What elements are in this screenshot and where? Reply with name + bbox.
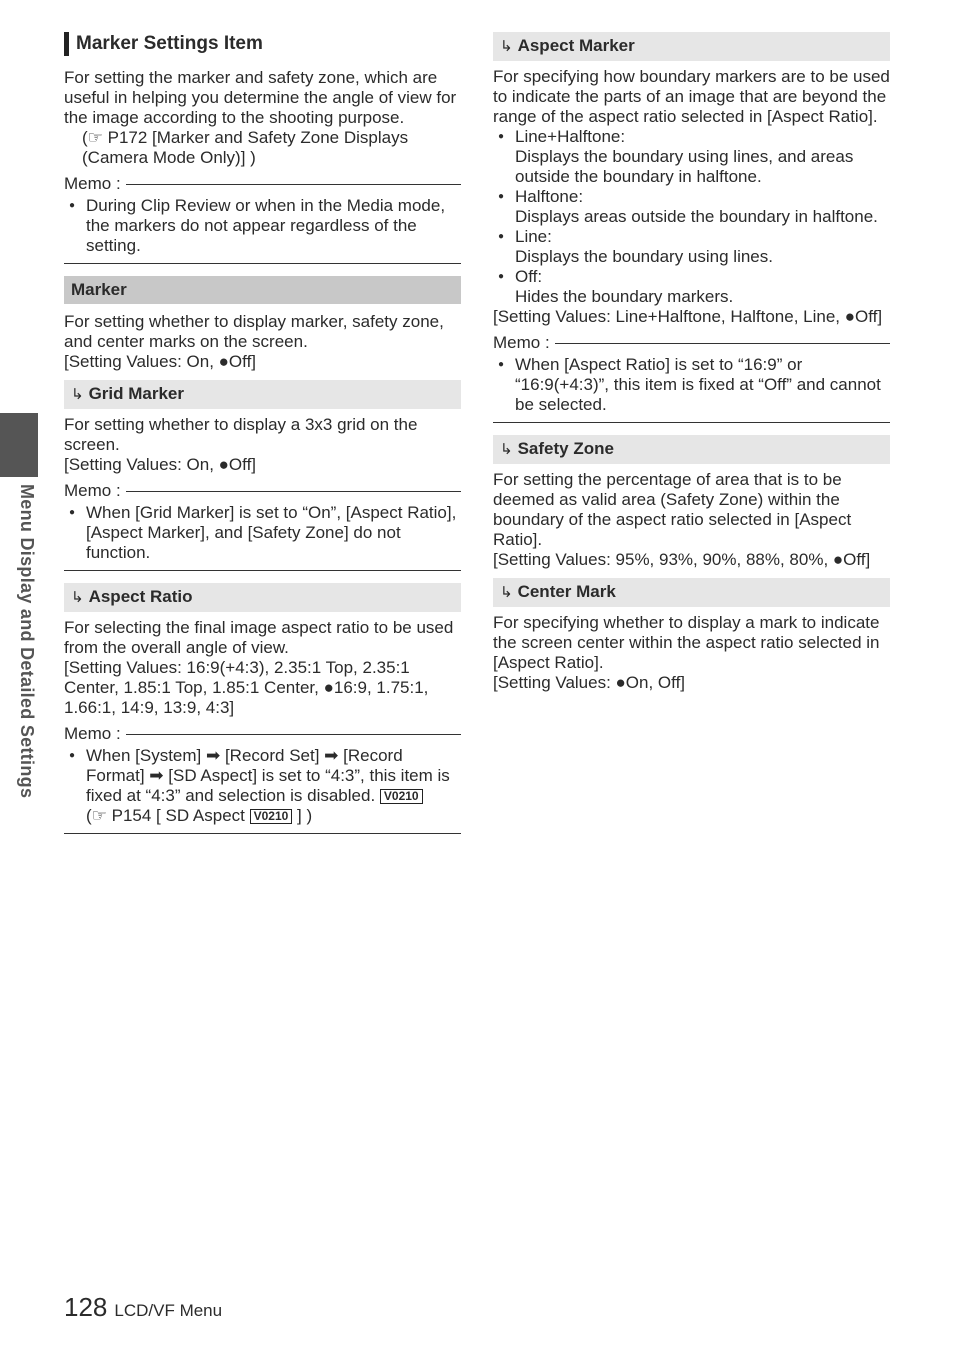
side-tab-label: Menu Display and Detailed Settings: [17, 484, 37, 799]
left-column: [64, 30, 461, 846]
option-label: Off:: [515, 267, 543, 286]
safety-zone-heading: [493, 435, 890, 464]
sub-item-arrow-icon: ↳: [500, 584, 513, 601]
memo-item: ● During Clip Review or when in the Media mode, the markers do not appear regardless of the setting.: [64, 196, 461, 256]
aspect-marker-title: Aspect Marker: [517, 36, 635, 55]
grid-marker-description: For setting whether to display a 3x3 grid on the screen.: [64, 415, 418, 454]
safety-zone-description: For setting the percentage of area that is to be deemed as valid area (Safety Zone) within the boundary of the aspect ratio selected in [Aspect Ratio].: [493, 470, 852, 549]
grid-marker-heading: [64, 380, 461, 409]
footer-section-title: LCD/VF Menu: [114, 1301, 223, 1320]
marker-values: [Setting Values: On, ●Off]: [64, 352, 257, 371]
aspect-ratio-heading: [64, 583, 461, 612]
memo-label: Memo :: [64, 481, 121, 500]
sub-item-arrow-icon: ↳: [71, 386, 84, 403]
memo-divider: [64, 570, 461, 571]
sub-item-arrow-icon: ↳: [500, 441, 513, 458]
memo-header: [493, 333, 890, 353]
page-number: 128: [64, 1292, 108, 1322]
memo-divider: [64, 833, 461, 834]
intro-reference: (☞ P172 [Marker and Safety Zone Displays (Camera Mode Only)] ): [82, 128, 409, 167]
safety-zone-title: Safety Zone: [517, 439, 614, 458]
memo-label: Memo :: [493, 333, 550, 352]
aspect-marker-heading: [493, 32, 890, 61]
grid-marker-values: [Setting Values: On, ●Off]: [64, 455, 257, 474]
memo-list: [64, 746, 461, 826]
aspect-marker-values: [Setting Values: Line+Halftone, Halftone, Line, ●Off]: [493, 307, 883, 326]
memo-rule: [126, 184, 461, 185]
option-label: Line+Halftone:: [515, 127, 626, 146]
grid-marker-title: Grid Marker: [88, 384, 185, 403]
option-desc: Hides the boundary markers.: [515, 287, 734, 306]
memo-item: ● When [Grid Marker] is set to “On”, [Aspect Ratio], [Aspect Marker], and [Safety Zone] do not function.: [64, 503, 461, 563]
page-footer: [64, 1292, 222, 1322]
memo-item: [64, 746, 461, 826]
aspect-ratio-description: For selecting the final image aspect ratio to be used from the overall angle of view.: [64, 618, 454, 657]
option-item: [493, 187, 890, 227]
option-label: Line:: [515, 227, 552, 246]
marker-description: For setting whether to display marker, safety zone, and center marks on the screen.: [64, 312, 444, 351]
option-item: [493, 227, 890, 267]
option-desc: Displays the boundary using lines, and areas outside the boundary in halftone.: [515, 147, 854, 186]
version-tag: V0210: [250, 809, 293, 824]
center-mark-title: Center Mark: [517, 582, 616, 601]
aspect-ratio-title: Aspect Ratio: [88, 587, 193, 606]
memo-list: [64, 196, 461, 256]
option-item: [493, 267, 890, 307]
memo-list: [493, 355, 890, 415]
memo-label: Memo :: [64, 724, 121, 743]
memo-list: [64, 503, 461, 563]
safety-zone-values: [Setting Values: 95%, 93%, 90%, 88%, 80%, ●Off]: [493, 550, 871, 569]
memo-label: Memo :: [64, 174, 121, 193]
marker-heading: Marker: [64, 276, 461, 304]
memo-text: When [System] ➡ [Record Set] ➡ [Record Format] ➡ [SD Aspect] is set to “4:3”, this item is fixed at “4:3” and selection is disabled.: [86, 746, 450, 805]
option-item: [493, 127, 890, 187]
memo-rule: [126, 734, 461, 735]
section-heading: Marker Settings Item: [64, 32, 461, 56]
memo-rule: [555, 343, 890, 344]
memo-divider: [64, 263, 461, 264]
aspect-marker-description: For specifying how boundary markers are to be used to indicate the parts of an image that are beyond the range of the aspect ratio selected in [Aspect Ratio].: [493, 67, 890, 126]
version-tag: V0210: [380, 789, 423, 804]
memo-divider: [493, 422, 890, 423]
option-label: Halftone:: [515, 187, 584, 206]
sub-item-arrow-icon: ↳: [71, 589, 84, 606]
reference-text-end: ] ): [297, 806, 313, 825]
center-mark-values: [Setting Values: ●On, Off]: [493, 673, 686, 692]
reference-text: (☞ P154 [ SD Aspect: [86, 806, 245, 825]
memo-item: ● When [Aspect Ratio] is set to “16:9” or “16:9(+4:3)”, this item is fixed at “Off” and cannot be selected.: [493, 355, 890, 415]
aspect-ratio-values: [Setting Values: 16:9(+4:3), 2.35:1 Top, 2.35:1 Center, 1.85:1 Top, 1.85:1 Center, ●16:9, 1.75:1, 1.66:1, 14:9, 13:9, 4:3]: [64, 658, 429, 717]
option-desc: Displays areas outside the boundary in halftone.: [515, 207, 878, 226]
center-mark-heading: [493, 578, 890, 607]
center-mark-description: For specifying whether to display a mark to indicate the screen center within the aspect ratio selected in [Aspect Ratio].: [493, 613, 880, 672]
sub-item-arrow-icon: ↳: [500, 38, 513, 55]
memo-header: [64, 724, 461, 744]
memo-rule: [126, 491, 461, 492]
memo-header: [64, 174, 461, 194]
aspect-marker-options: [493, 127, 890, 307]
option-desc: Displays the boundary using lines.: [515, 247, 773, 266]
side-tab-marker: [0, 413, 38, 477]
intro-text: For setting the marker and safety zone, which are useful in helping you determine the angle of view for the image according to the shooting purpose.: [64, 68, 457, 127]
memo-header: [64, 481, 461, 501]
right-column: [493, 30, 890, 693]
